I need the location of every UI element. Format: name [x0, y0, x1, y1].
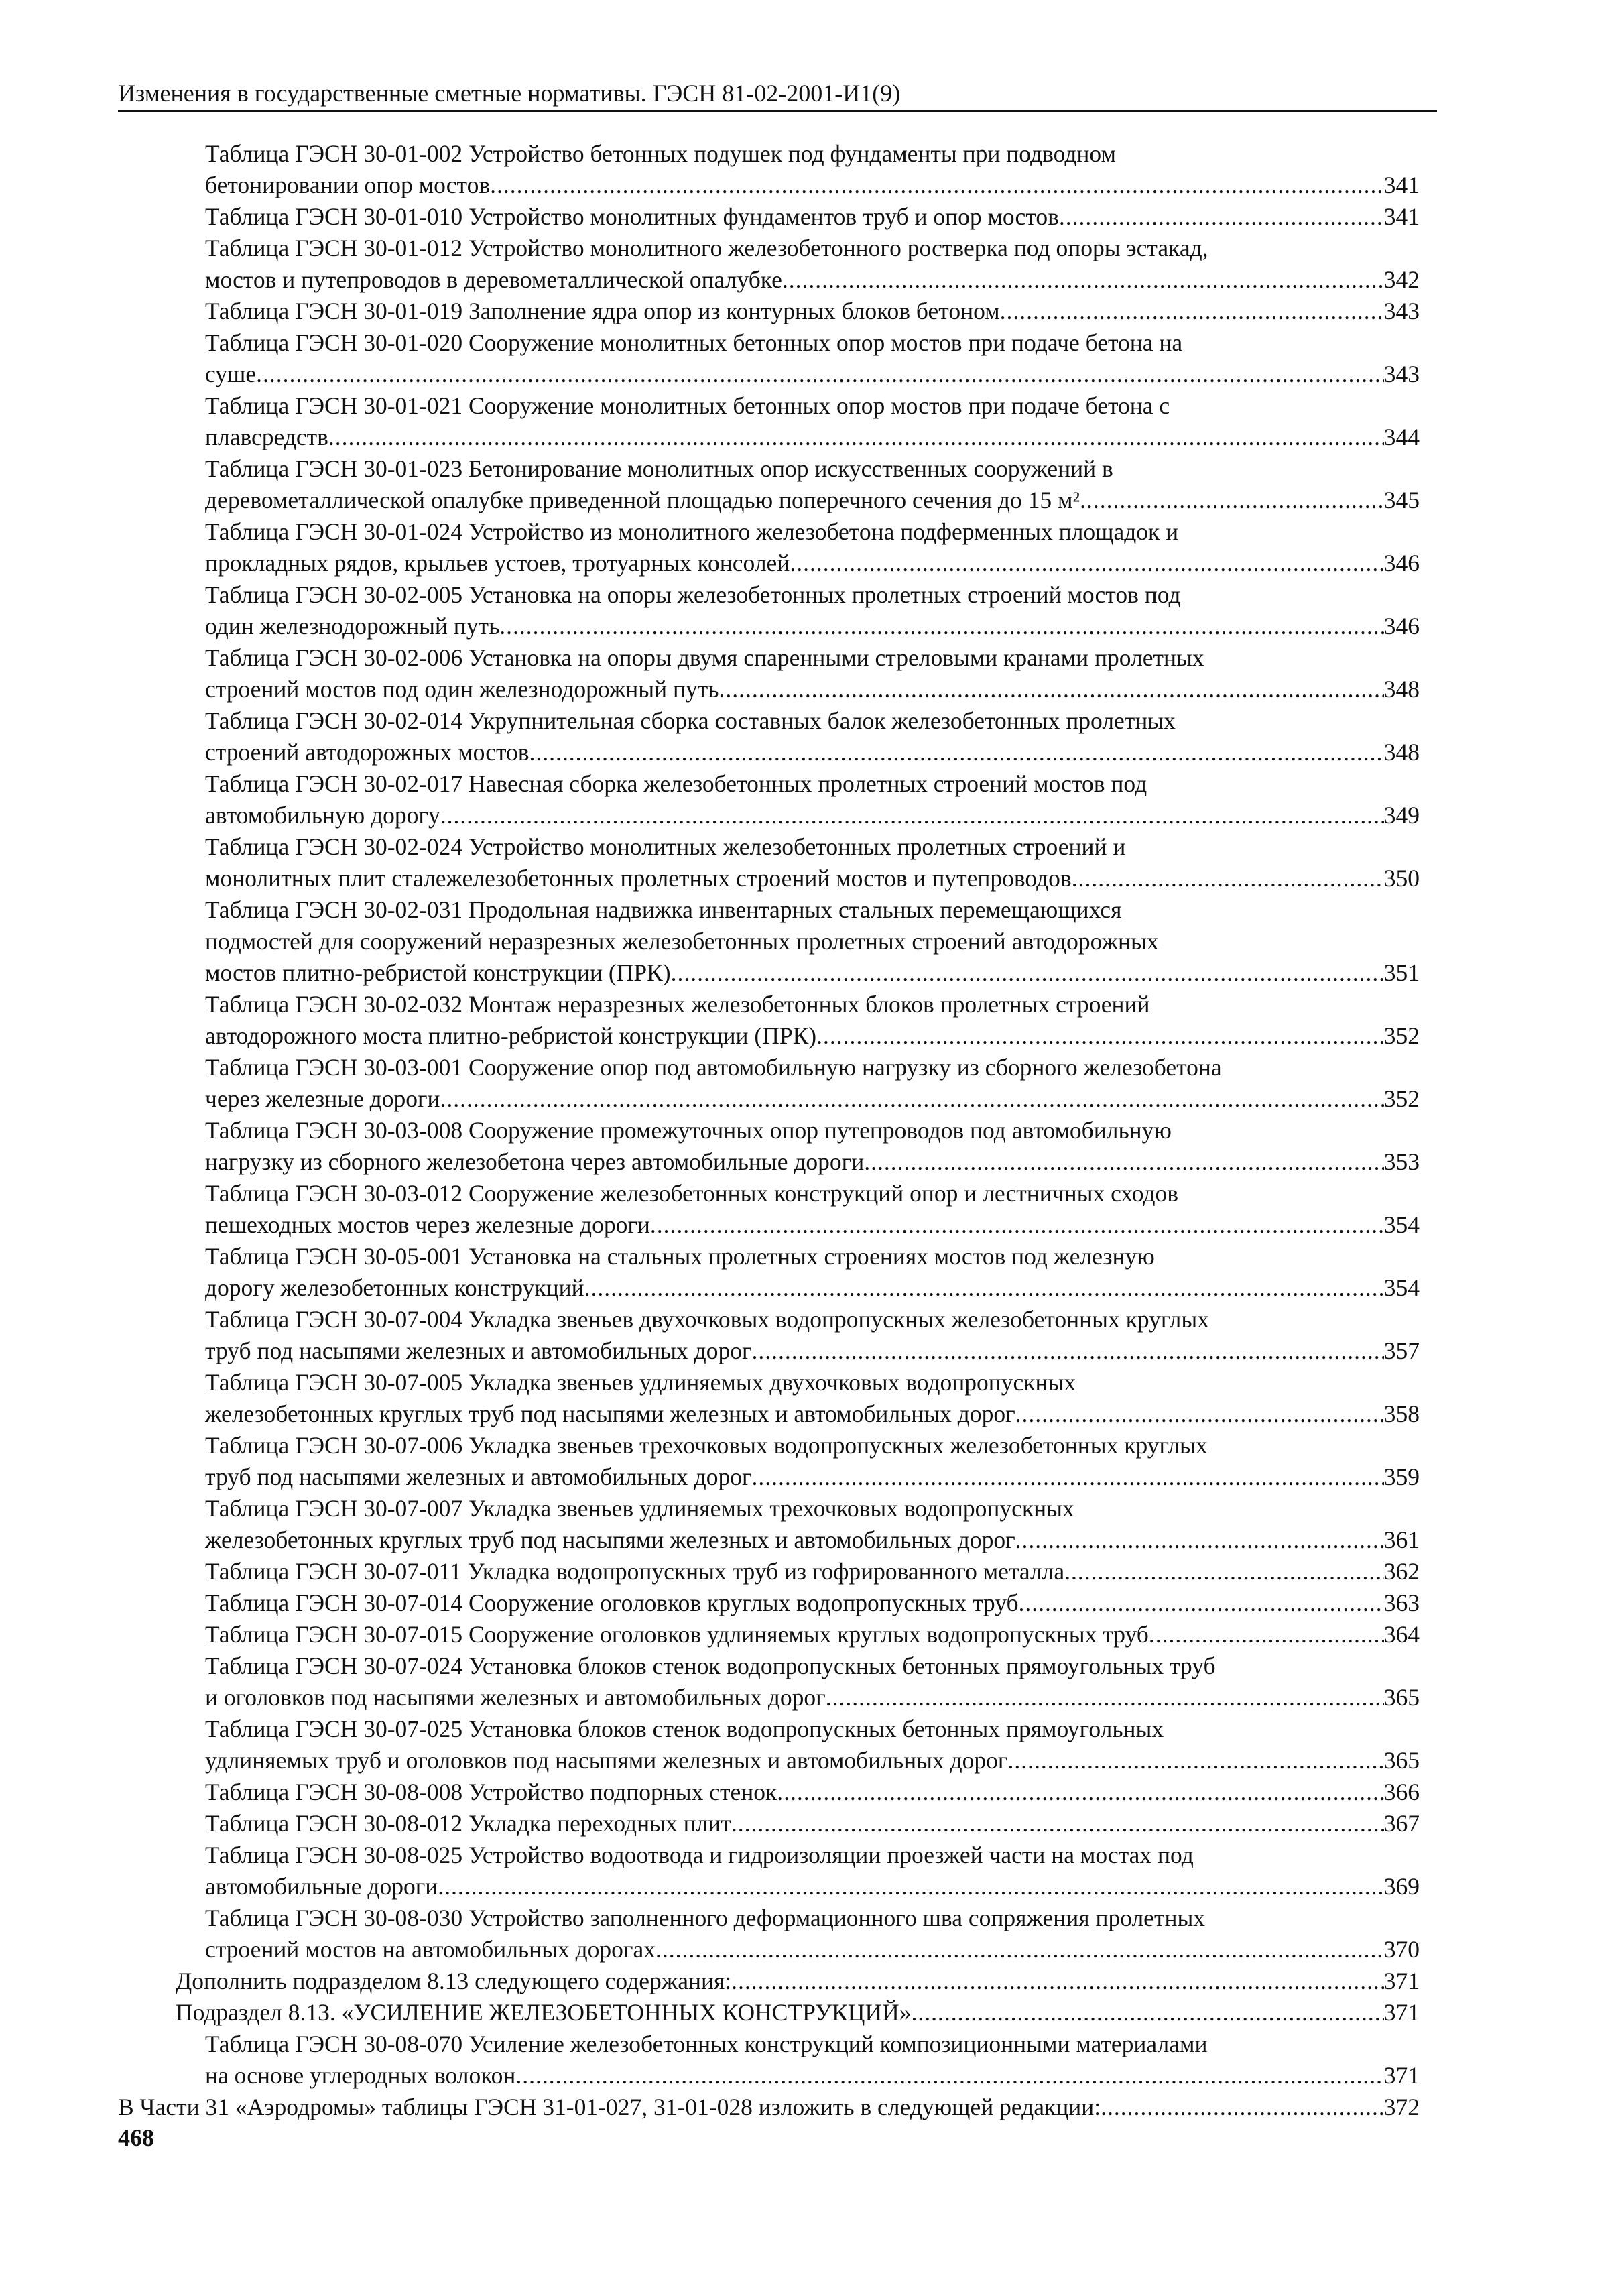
toc-entry-text: Таблица ГЭСН 30-05-001 Установка на стальных пролетных строениях мостов под железную — [205, 1243, 1155, 1270]
toc-entry-page: 363 — [1383, 1589, 1420, 1616]
dot-leader — [731, 1966, 1384, 1997]
toc-entry-page: 354 — [1383, 1211, 1420, 1238]
page-number: 468 — [118, 2124, 154, 2151]
toc-entry-page: 343 — [1383, 361, 1420, 387]
toc-entry-text: труб под насыпями железных и автомобильных дорог — [205, 1337, 752, 1364]
toc-entry-page: 366 — [1383, 1778, 1420, 1805]
toc-entry-text: Дополнить подразделом 8.13 следующего содержания: — [176, 1968, 732, 1994]
toc-entry[interactable] — [205, 1556, 1420, 1587]
toc-entry-text: Таблица ГЭСН 30-07-005 Укладка звеньев удлиняемых двухочковых водопропускных — [205, 1369, 1076, 1396]
toc-entry-text: Таблица ГЭСН 30-08-025 Устройство водоотвода и гидроизоляции проезжей части на мостах под — [205, 1841, 1194, 1868]
toc-entry-page: 361 — [1383, 1526, 1420, 1553]
dot-leader — [911, 1997, 1383, 2029]
toc-entry-text: мостов плитно-ребристой конструкции (ПРК) — [205, 959, 671, 986]
dot-leader — [1015, 1524, 1384, 1556]
toc-entry[interactable] — [205, 1367, 1420, 1430]
toc-entry-page: 358 — [1383, 1400, 1420, 1427]
dot-leader — [656, 1934, 1384, 1966]
toc-entry-text: Таблица ГЭСН 30-02-006 Установка на опоры двумя спаренными стреловыми кранами пролетных — [205, 644, 1204, 671]
toc-entry[interactable] — [205, 1430, 1420, 1493]
toc-entry[interactable] — [176, 1966, 1420, 1997]
toc-entry[interactable] — [205, 894, 1420, 989]
toc-entry[interactable] — [205, 705, 1420, 768]
toc-entry-page: 344 — [1383, 424, 1420, 450]
toc-entry-text: Таблица ГЭСН 30-08-008 Устройство подпорных стенок — [205, 1778, 777, 1805]
toc-entry-text: монолитных плит сталежелезобетонных пролетных строений мостов и путепроводов — [205, 865, 1072, 892]
toc-entry-text: железобетонных круглых труб под насыпями железных и автомобильных дорог — [205, 1400, 1015, 1427]
toc-entry[interactable] — [205, 138, 1420, 201]
toc-entry[interactable] — [205, 2029, 1420, 2092]
toc-entry[interactable] — [205, 1493, 1420, 1556]
toc-entry-text: Таблица ГЭСН 30-01-010 Устройство монолитных фундаментов труб и опор мостов — [205, 203, 1059, 230]
toc-entry-text: труб под насыпями железных и автомобильных дорог — [205, 1463, 752, 1490]
toc-entry-text: на основе углеродных волокон — [205, 2062, 516, 2089]
dot-leader — [1080, 485, 1384, 516]
toc-entry[interactable] — [205, 1650, 1420, 1713]
dot-leader — [1101, 2092, 1384, 2123]
dot-leader — [731, 1808, 1384, 1839]
toc-entry[interactable] — [205, 1902, 1420, 1966]
toc-entry-page: 341 — [1383, 203, 1420, 230]
toc-entry-text: Таблица ГЭСН 30-03-008 Сооружение промежуточных опор путепроводов под автомобильную — [205, 1117, 1172, 1144]
toc-entry-text: Таблица ГЭСН 30-01-021 Сооружение монолитных бетонных опор мостов при подаче бетона с — [205, 392, 1170, 419]
toc-entry-text: Таблица ГЭСН 30-02-031 Продольная надвижка инвентарных стальных перемещающихся — [205, 896, 1122, 923]
toc-entry-page: 365 — [1383, 1684, 1420, 1711]
dot-leader — [752, 1461, 1384, 1493]
toc-entry-page: 352 — [1383, 1085, 1420, 1112]
toc-entry-page: 371 — [1383, 2062, 1420, 2089]
toc-entry[interactable] — [205, 579, 1420, 642]
toc-entry-text: прокладных рядов, крыльев устоев, тротуарных консолей — [205, 550, 790, 577]
toc-entry-text: автодорожного моста плитно-ребристой конструкции (ПРК) — [205, 1022, 817, 1049]
toc-entry-page: 364 — [1383, 1621, 1420, 1648]
toc-entry-page: 371 — [1383, 1999, 1420, 2026]
toc-entry-page: 354 — [1383, 1274, 1420, 1301]
toc-entry-text: суше — [205, 361, 257, 387]
toc-entry-page: 372 — [1383, 2094, 1420, 2120]
dot-leader — [490, 170, 1384, 201]
toc-entry[interactable] — [205, 1115, 1420, 1178]
dot-leader — [719, 674, 1383, 705]
dot-leader — [1072, 863, 1384, 894]
toc-entry-text: В Части 31 «Аэродромы» таблицы ГЭСН 31-01-027, 31-01-028 изложить в следующей редакции: — [118, 2094, 1101, 2120]
dot-leader — [1059, 201, 1384, 233]
dot-leader — [777, 1776, 1383, 1808]
toc-entry-text: строений мостов на автомобильных дорогах — [205, 1936, 656, 1963]
toc-entry-text: Таблица ГЭСН 30-01-012 Устройство монолитного железобетонного ростверка под опоры эстакад, — [205, 235, 1208, 261]
toc-entry-text: автомобильную дорогу — [205, 802, 440, 829]
dot-leader — [1149, 1619, 1384, 1650]
dot-leader — [782, 264, 1384, 296]
toc-entry-page: 370 — [1383, 1936, 1420, 1963]
toc-entry-page: 342 — [1383, 266, 1420, 293]
toc-entry[interactable] — [205, 1839, 1420, 1902]
dot-leader — [515, 2060, 1383, 2092]
toc-entry-page: 371 — [1383, 1968, 1420, 1994]
toc-entry-text: Таблица ГЭСН 30-02-005 Установка на опоры железобетонных пролетных строений мостов под — [205, 581, 1181, 608]
toc-entry-page: 343 — [1383, 298, 1420, 324]
toc-entry[interactable] — [205, 1304, 1420, 1367]
toc-entry[interactable] — [205, 1619, 1420, 1650]
dot-leader — [752, 1335, 1384, 1367]
toc-entry-page: 362 — [1383, 1558, 1420, 1585]
toc-entry[interactable] — [205, 453, 1420, 516]
toc-entry-text: Таблица ГЭСН 30-07-014 Сооружение оголовков круглых водопропускных труб — [205, 1589, 1019, 1616]
toc-entry-text: деревометаллической опалубке приведенной площадью поперечного сечения до 15 м² — [205, 487, 1080, 513]
toc-entry-text: и оголовков под насыпями железных и автомобильных дорог — [205, 1684, 826, 1711]
toc-entry-page: 365 — [1383, 1747, 1420, 1774]
toc-entry-text: удлиняемых труб и оголовков под насыпями железных и автомобильных дорог — [205, 1747, 1008, 1774]
toc-entry-text: Таблица ГЭСН 30-01-024 Устройство из монолитного железобетона подферменных площадок и — [205, 518, 1179, 545]
toc-entry-text: Таблица ГЭСН 30-01-019 Заполнение ядра опор из контурных блоков бетоном — [205, 298, 1000, 324]
dot-leader — [790, 548, 1383, 579]
toc-entry-text: Таблица ГЭСН 30-01-002 Устройство бетонных подушек под фундаменты при подводном — [205, 140, 1116, 167]
toc-entry-page: 353 — [1383, 1148, 1420, 1175]
dot-leader — [1015, 1398, 1384, 1430]
toc-entry-text: Таблица ГЭСН 30-07-011 Укладка водопропускных труб из гофрированного металла — [205, 1558, 1065, 1585]
toc-entry[interactable] — [205, 642, 1420, 705]
toc-entry[interactable] — [205, 1241, 1420, 1304]
toc-entry[interactable] — [118, 2092, 1420, 2123]
toc-entry[interactable] — [205, 1808, 1420, 1839]
toc-entry[interactable] — [205, 989, 1420, 1052]
toc-entry-text: железобетонных круглых труб под насыпями железных и автомобильных дорог — [205, 1526, 1015, 1553]
toc-entry-text: через железные дороги — [205, 1085, 440, 1112]
toc-entry[interactable] — [205, 1587, 1420, 1619]
toc-entry-text: Таблица ГЭСН 30-02-032 Монтаж неразрезных железобетонных блоков пролетных строений — [205, 991, 1150, 1018]
toc-entry-text: Таблица ГЭСН 30-07-006 Укладка звеньев трехочковых водопропускных железобетонных круглых — [205, 1432, 1208, 1459]
dot-leader — [826, 1682, 1384, 1713]
toc-entry-text: Таблица ГЭСН 30-07-025 Установка блоков стенок водопропускных бетонных прямоугольных — [205, 1715, 1164, 1742]
toc-entry-page: 352 — [1383, 1022, 1420, 1049]
toc-entry[interactable] — [205, 768, 1420, 831]
toc-entry-text: Таблица ГЭСН 30-02-014 Укрупнительная сборка составных балок железобетонных пролетных — [205, 707, 1176, 734]
dot-leader — [328, 422, 1384, 453]
toc-entry-page: 345 — [1383, 487, 1420, 513]
toc-entry-text: Таблица ГЭСН 30-07-004 Укладка звеньев двухочковых водопропускных железобетонных круглых — [205, 1306, 1209, 1333]
toc-entry-text: мостов и путепроводов в деревометаллической опалубке — [205, 266, 782, 293]
toc-entry-text: Таблица ГЭСН 30-03-001 Сооружение опор под автомобильную нагрузку из сборного железобетона — [205, 1054, 1222, 1081]
toc-entry-text: Таблица ГЭСН 30-08-012 Укладка переходных плит — [205, 1810, 731, 1837]
running-header-title: Изменения в государственные сметные нормативы. ГЭСН 81-02-2001-И1(9) — [118, 80, 901, 107]
toc-entry[interactable] — [205, 1713, 1420, 1776]
dot-leader — [584, 1272, 1384, 1304]
dot-leader — [1000, 296, 1384, 327]
toc-entry-text: Таблица ГЭСН 30-08-030 Устройство заполненного деформационного шва сопряжения пролетных — [205, 1905, 1206, 1931]
toc-entry[interactable] — [205, 296, 1420, 327]
dot-leader — [864, 1146, 1384, 1178]
toc-entry[interactable] — [176, 1997, 1420, 2029]
toc-entry[interactable] — [205, 390, 1420, 453]
dot-leader — [440, 800, 1384, 831]
toc-entry-text: дорогу железобетонных конструкций — [205, 1274, 584, 1301]
toc-entry[interactable] — [205, 831, 1420, 894]
toc-entry-text: автомобильные дороги — [205, 1873, 438, 1900]
toc-entry-text: плавсредств — [205, 424, 328, 450]
dot-leader — [1019, 1587, 1384, 1619]
toc-entry[interactable] — [205, 201, 1420, 233]
dot-leader — [671, 957, 1384, 989]
toc-entry-text: Таблица ГЭСН 30-02-024 Устройство монолитных железобетонных пролетных строений и — [205, 833, 1126, 860]
dot-leader — [816, 1020, 1384, 1052]
toc-entry-text: Таблица ГЭСН 30-07-007 Укладка звеньев удлиняемых трехочковых водопропускных — [205, 1495, 1074, 1522]
toc-entry-page: 346 — [1383, 550, 1420, 577]
toc-entry-page: 367 — [1383, 1810, 1420, 1837]
toc-entry-text: Таблица ГЭСН 30-01-020 Сооружение монолитных бетонных опор мостов при подаче бетона на — [205, 329, 1183, 356]
toc-entry-text: подмостей для сооружений неразрезных железобетонных пролетных строений автодорожных — [205, 928, 1159, 955]
toc-entry-page: 357 — [1383, 1337, 1420, 1364]
dot-leader — [438, 1871, 1383, 1902]
toc-entry-text: Таблица ГЭСН 30-01-023 Бетонирование монолитных опор искусственных сооружений в — [205, 455, 1113, 482]
dot-leader — [1007, 1745, 1383, 1776]
dot-leader — [529, 737, 1384, 768]
toc-entry-page: 348 — [1383, 676, 1420, 703]
toc-entry[interactable] — [205, 233, 1420, 296]
toc-entry-page: 349 — [1383, 802, 1420, 829]
toc-entry-page: 348 — [1383, 739, 1420, 766]
toc-entry-text: Таблица ГЭСН 30-03-012 Сооружение железобетонных конструкций опор и лестничных сходов — [205, 1180, 1179, 1207]
toc-entry[interactable] — [205, 516, 1420, 579]
toc-entry-page: 346 — [1383, 613, 1420, 640]
toc-entry[interactable] — [205, 1052, 1420, 1115]
dot-leader — [440, 1083, 1384, 1115]
toc-entry-text: Таблица ГЭСН 30-08-070 Усиление железобетонных конструкций композиционными материалами — [205, 2031, 1208, 2057]
toc-entry[interactable] — [205, 1776, 1420, 1808]
toc-entry-page: 351 — [1383, 959, 1420, 986]
dot-leader — [1064, 1556, 1384, 1587]
toc-entry-text: строений автодорожных мостов — [205, 739, 529, 766]
toc-entry-text: один железнодорожный путь — [205, 613, 500, 640]
dot-leader — [256, 359, 1384, 390]
toc-entry-text: Таблица ГЭСН 30-02-017 Навесная сборка железобетонных пролетных строений мостов под — [205, 770, 1147, 797]
dot-leader — [650, 1209, 1384, 1241]
toc-entry-text: Таблица ГЭСН 30-07-015 Сооружение оголовков удлиняемых круглых водопропускных труб — [205, 1621, 1149, 1648]
toc-entry-text: Таблица ГЭСН 30-07-024 Установка блоков стенок водопропускных бетонных прямоугольных труб — [205, 1652, 1216, 1679]
toc-entry-page: 359 — [1383, 1463, 1420, 1490]
toc-entry-page: 350 — [1383, 865, 1420, 892]
dot-leader — [499, 611, 1383, 642]
toc-entry-page: 369 — [1383, 1873, 1420, 1900]
toc-entry[interactable] — [205, 327, 1420, 390]
toc-entry[interactable] — [205, 1178, 1420, 1241]
toc-entry-text: нагрузку из сборного железобетона через автомобильные дороги — [205, 1148, 865, 1175]
toc-entry-page: 341 — [1383, 172, 1420, 198]
toc-entry-text: Подраздел 8.13. «УСИЛЕНИЕ ЖЕЛЕЗОБЕТОННЫХ КОНСТРУКЦИЙ» — [176, 1999, 912, 2026]
toc-entry-text: пешеходных мостов через железные дороги — [205, 1211, 650, 1238]
toc-entry-text: строений мостов под один железнодорожный путь — [205, 676, 719, 703]
toc-entry-text: бетонировании опор мостов — [205, 172, 491, 198]
